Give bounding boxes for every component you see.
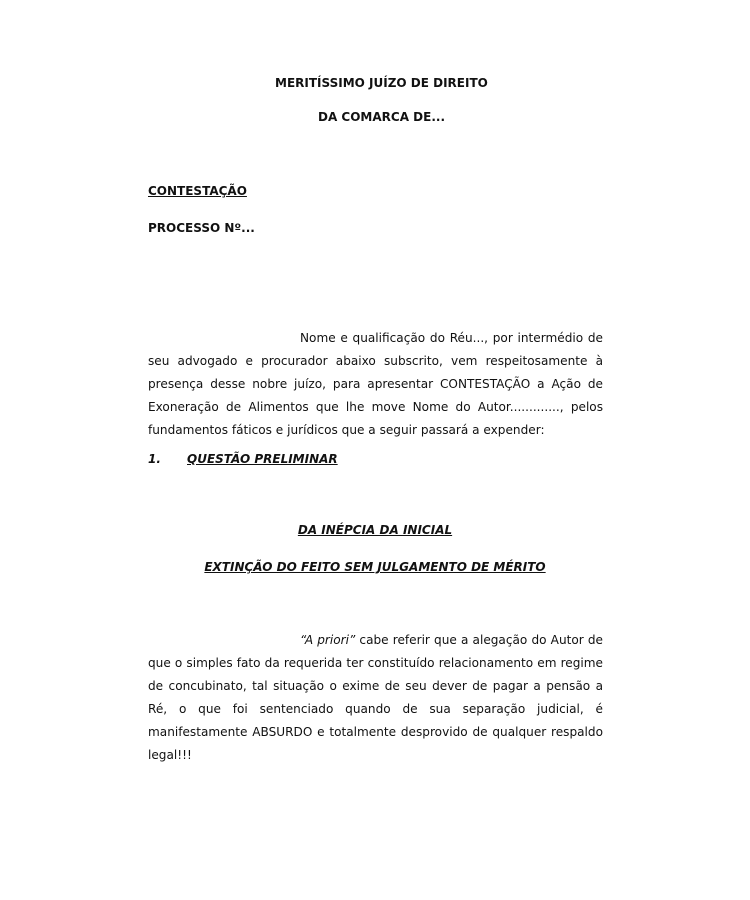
intro-paragraph bbox=[148, 327, 603, 442]
court-header-line2: DA COMARCA DE... bbox=[318, 110, 446, 124]
intro-paragraph-text: Nome e qualificação do Réu..., por intermédio de seu advogado e procurador abaixo subscrito, vem respeitosamente à presença desse nobre juízo, para apresentar CONTESTAÇÃO a Ação de Exoneração de Alimentos que lhe move Nome do Autor............., pelos fundamentos fáticos e jurídicos que a seguir passará a expender: bbox=[148, 331, 603, 437]
document-title: CONTESTAÇÃO bbox=[148, 184, 247, 198]
argument-paragraph-text: cabe referir que a alegação do Autor de que o simples fato da requerida ter constituído relacionamento em regime de concubinato, tal situação o exime de seu dever de pagar a pensão a Ré, o que foi sentenciado quando de sua separação judicial, é manifestamente ABSURDO e totalmente desprovido de qualquer respaldo legal!!! bbox=[148, 633, 604, 762]
process-number: PROCESSO Nº... bbox=[148, 221, 255, 235]
argument-paragraph bbox=[148, 629, 603, 767]
court-header-line1: MERITÍSSIMO JUÍZO DE DIREITO bbox=[275, 76, 488, 90]
a-priori-lead: “A priori” bbox=[300, 633, 356, 647]
section1-subtitle-inepcia: DA INÉPCIA DA INICIAL bbox=[297, 523, 453, 537]
section1-number: 1. bbox=[148, 452, 161, 466]
section1-title: QUESTÃO PRELIMINAR bbox=[187, 452, 338, 466]
section1-subtitle-extincao: EXTINÇÃO DO FEITO SEM JULGAMENTO DE MÉRITO bbox=[204, 560, 546, 574]
